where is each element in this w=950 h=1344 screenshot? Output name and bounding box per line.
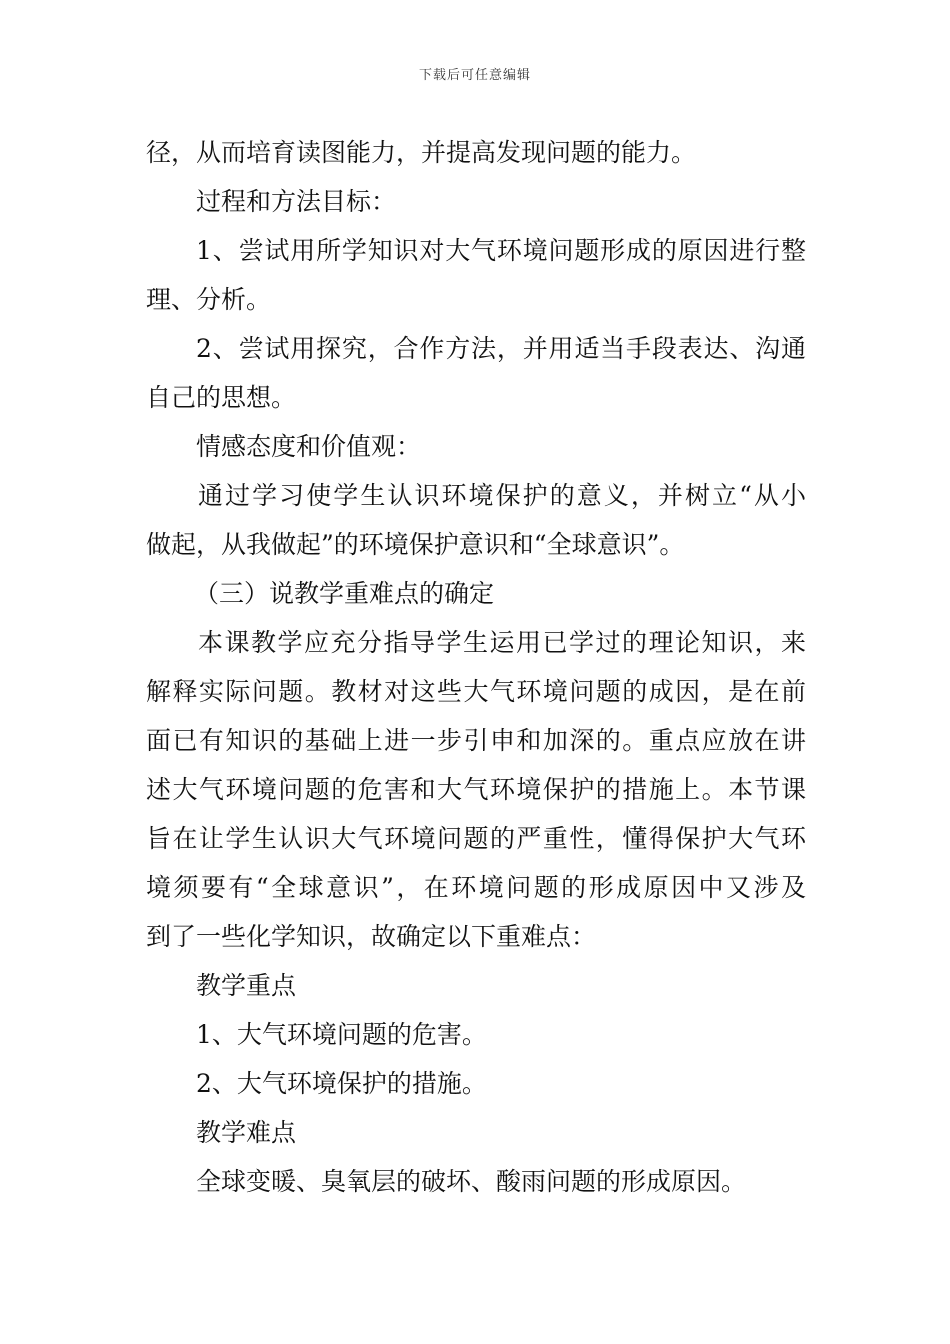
text-line: 本课教学应充分指导学生运用已学过的理论知识，来 bbox=[198, 628, 806, 657]
text-line: 到了一些化学知识，故确定以下重难点： bbox=[146, 922, 597, 951]
text-line: 2、尝试用探究，合作方法，并用适当手段表达、沟通 bbox=[196, 334, 806, 363]
text-line: 境须要有“全球意识”，在环境问题的形成原因中又涉及 bbox=[146, 873, 806, 902]
text-line: 通过学习使学生认识环境保护的意义，并树立“从小 bbox=[198, 481, 806, 510]
text-line: 旨在让学生认识大气环境问题的严重性，懂得保护大气环 bbox=[146, 824, 806, 853]
document-body bbox=[146, 128, 806, 1206]
list-item: 2、大气环境保护的措施。 bbox=[196, 1069, 487, 1098]
section-heading-key-points: （三）说教学重难点的确定 bbox=[194, 579, 495, 608]
text-line: 做起，从我做起”的环境保护意识和“全球意识”。 bbox=[146, 530, 685, 559]
text-line: 解释实际问题。教材对这些大气环境问题的成因，是在前 bbox=[146, 677, 806, 706]
list-item: 1、大气环境问题的危害。 bbox=[196, 1020, 487, 1049]
text-line: 全球变暖、臭氧层的破坏、酸雨问题的形成原因。 bbox=[196, 1167, 747, 1196]
section-heading-teaching-difficulty: 教学难点 bbox=[196, 1118, 297, 1147]
text-line: 述大气环境问题的危害和大气环境保护的措施上。本节课 bbox=[146, 775, 806, 804]
section-heading-attitudes-values: 情感态度和价值观： bbox=[196, 432, 422, 461]
page-header: 下载后可任意编辑 bbox=[418, 68, 531, 83]
section-heading-process-methods: 过程和方法目标： bbox=[196, 187, 397, 216]
text-line: 自己的思想。 bbox=[146, 383, 297, 412]
section-heading-teaching-focus: 教学重点 bbox=[196, 971, 297, 1000]
text-line: 理、分析。 bbox=[146, 285, 272, 314]
text-line: 面已有知识的基础上进一步引申和加深的。重点应放在讲 bbox=[146, 726, 806, 755]
text-line: 径，从而培育读图能力，并提高发现问题的能力。 bbox=[146, 138, 697, 167]
text-line: 1、尝试用所学知识对大气环境问题形成的原因进行整 bbox=[196, 236, 806, 265]
